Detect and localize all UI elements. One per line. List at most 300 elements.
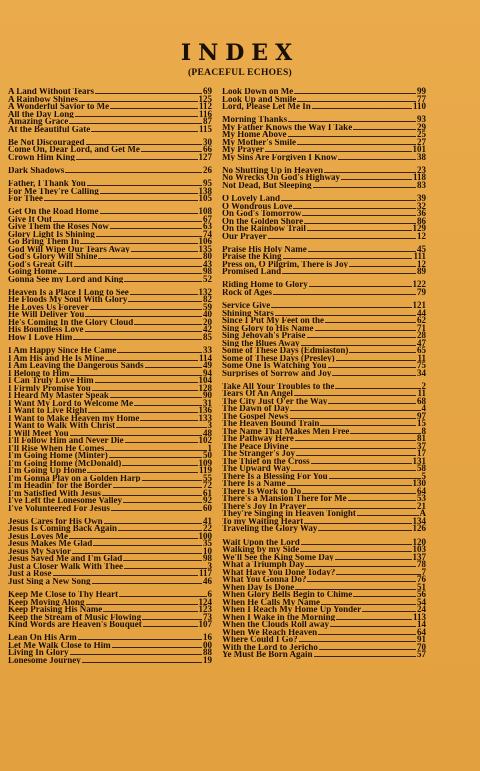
index-entry <box>222 525 426 533</box>
page-number: 48 <box>203 427 212 438</box>
index-entry <box>222 362 426 370</box>
song-title: No Wrecks On God's Highway <box>222 174 341 182</box>
dot-leader <box>297 140 416 145</box>
song-title: I Will Meet You <box>8 429 69 438</box>
page-number: 79 <box>417 286 426 297</box>
page-number: 108 <box>198 206 212 217</box>
index-entry <box>8 286 212 297</box>
song-title: I Heard My Master Speak <box>8 392 109 400</box>
song-title: Since I Put My Feet on the <box>222 317 324 325</box>
dot-leader <box>349 348 416 353</box>
page-number: 127 <box>198 151 212 162</box>
song-title: On God's Tomorrow <box>222 210 302 218</box>
index-entry <box>222 352 426 363</box>
index-letter-group <box>8 591 212 629</box>
page-number: 87 <box>203 116 212 126</box>
song-title: Just a Rose <box>8 570 52 578</box>
page-number: 2 <box>421 380 426 391</box>
index-entry <box>8 88 212 96</box>
dot-leader <box>281 196 416 201</box>
index-entry <box>222 200 426 211</box>
dot-leader <box>92 386 198 391</box>
page-number: 39 <box>417 193 426 204</box>
index-entry <box>8 457 212 468</box>
song-title: When He Calls My Name <box>222 598 320 606</box>
index-entry <box>222 390 426 398</box>
index-entry <box>222 596 426 607</box>
song-title: With the Lord to Jericho <box>222 643 318 651</box>
song-title: Going Home <box>8 268 57 276</box>
song-title: There Is Work to Do <box>222 487 302 496</box>
index-entry <box>8 437 212 445</box>
song-title: Get On the Road Home <box>8 208 99 216</box>
dot-leader <box>288 117 416 122</box>
dot-leader <box>113 483 202 488</box>
dot-leader <box>100 189 198 194</box>
page-number: 65 <box>417 345 426 356</box>
dot-leader <box>92 579 202 584</box>
page-number: 3 <box>207 420 212 431</box>
page-number: 137 <box>412 551 426 562</box>
song-title: God's Great Gift <box>8 260 73 269</box>
dot-leader <box>312 104 412 109</box>
page-number: 40 <box>203 309 212 320</box>
song-title: The Name That Makes Men Free <box>222 427 350 436</box>
dot-leader <box>130 290 198 295</box>
dot-leader <box>309 282 412 287</box>
dot-leader <box>319 645 416 650</box>
page-number: 63 <box>203 221 212 232</box>
dot-leader <box>109 453 202 458</box>
page-number: 26 <box>203 164 212 175</box>
dot-leader <box>117 348 202 353</box>
page-number: 11 <box>417 352 426 363</box>
dot-leader <box>290 406 420 411</box>
index-letter-group <box>8 347 212 512</box>
index-entry <box>8 570 212 578</box>
page-number: 106 <box>198 236 212 247</box>
index-entry <box>8 382 212 393</box>
index-column-left <box>8 88 212 670</box>
index-entry <box>222 88 426 96</box>
dot-leader <box>122 461 197 466</box>
page-subtitle: (PEACEFUL ECHOES) <box>187 68 293 78</box>
song-title: The Stranger's Joy <box>222 450 295 458</box>
index-entry <box>222 230 426 241</box>
index-entry <box>222 561 426 569</box>
song-title: I Want to Make Heaven my Home <box>8 414 140 423</box>
dot-leader <box>53 217 202 222</box>
song-title: Jesus Makes Me Glad <box>8 540 93 548</box>
song-title: I Want to Live Right <box>8 407 88 415</box>
song-title: All the Day Long <box>8 110 74 118</box>
song-title: When Day Is Done <box>222 583 295 591</box>
index-letter-group <box>222 536 426 659</box>
page-number: 47 <box>417 337 426 348</box>
page-number: 78 <box>417 559 426 569</box>
page-number: 90 <box>203 390 212 401</box>
page-number: 110 <box>412 101 426 111</box>
index-entry <box>222 651 426 659</box>
song-title: Gonna See my Lord and King <box>8 275 124 284</box>
index-entry <box>8 377 212 385</box>
dot-leader <box>320 421 416 426</box>
song-title: The Peace Divine <box>222 442 289 451</box>
song-title: I Want to Walk With Christ <box>8 422 116 430</box>
index-entry <box>8 596 212 607</box>
index-entry <box>222 566 426 577</box>
page-number: 112 <box>198 101 212 111</box>
page-title: INDEX <box>180 40 300 66</box>
index-entry <box>222 93 426 104</box>
page-number: 95 <box>203 178 212 189</box>
index-letter-group <box>222 195 426 240</box>
page-number: 85 <box>203 331 212 342</box>
page-number: 121 <box>412 300 426 311</box>
song-title: Jesus Cares for His Own <box>8 517 103 526</box>
song-title: The City Just O'er the Way <box>222 397 328 406</box>
index-entry <box>8 639 212 650</box>
dot-leader <box>95 89 202 94</box>
dot-leader <box>294 89 416 94</box>
song-title: Dark Shadows <box>8 166 65 175</box>
dot-leader <box>293 204 416 209</box>
dot-leader <box>110 104 198 109</box>
page-number: 11 <box>417 388 426 399</box>
index-letter-group <box>8 515 212 586</box>
song-title: My Mother's Smile <box>222 138 296 147</box>
page-number: 131 <box>412 455 426 466</box>
dot-leader <box>125 438 198 443</box>
index-entry <box>8 108 212 119</box>
song-title: Morning Thanks <box>222 116 288 124</box>
page-number: 36 <box>417 208 426 219</box>
index-entry <box>8 243 212 254</box>
index-entry <box>222 307 426 318</box>
index-entry <box>222 465 426 473</box>
dot-leader <box>53 571 198 576</box>
index-letter-group <box>8 180 212 203</box>
dot-leader <box>328 363 416 368</box>
page-number: 115 <box>198 123 212 134</box>
dot-leader <box>140 416 197 421</box>
song-title: The Gospel News <box>222 412 289 421</box>
dot-leader <box>295 436 416 441</box>
index-entry <box>222 151 426 162</box>
dot-leader <box>103 607 197 612</box>
song-title: Just a Closer Walk With Thee <box>8 562 123 571</box>
page-number: 135 <box>198 243 212 254</box>
page-number: 75 <box>417 360 426 371</box>
dot-leader <box>143 622 198 627</box>
index-entry <box>8 540 212 548</box>
dot-leader <box>318 630 416 635</box>
dot-leader <box>273 290 416 295</box>
dot-leader <box>79 97 197 102</box>
index-entry <box>8 407 212 415</box>
song-title: To my Waiting Heart <box>222 517 304 526</box>
song-title: I Belong to Him <box>8 369 70 378</box>
page-number: 10 <box>203 545 212 556</box>
song-title: Keep Me Close to Thy Heart <box>8 591 119 599</box>
index-letter-group <box>222 380 426 534</box>
dot-leader <box>88 408 197 413</box>
dot-leader <box>336 570 420 575</box>
page-number: 33 <box>203 345 212 356</box>
index-entry <box>222 641 426 652</box>
index-entry <box>222 485 426 496</box>
index-entry <box>8 502 212 513</box>
song-title: There's Joy In Prayer <box>222 502 307 511</box>
song-title: He Will Deliver You <box>8 311 85 319</box>
page-number: 89 <box>417 266 426 277</box>
song-title: Some One Is Watching You <box>222 362 327 370</box>
dot-leader <box>301 540 412 545</box>
dot-leader <box>75 112 198 117</box>
page-number: 41 <box>203 515 212 526</box>
song-title: Praise the King <box>222 253 282 261</box>
song-title: My Sins Are Forgiven I Know <box>222 153 338 162</box>
dot-leader <box>70 650 202 655</box>
index-entry <box>222 136 426 147</box>
index-entry <box>222 268 426 276</box>
index-entry <box>8 151 212 162</box>
index-letter-group <box>222 116 426 161</box>
index-letter-group <box>8 164 212 175</box>
song-title: Some of These Days (Presley) <box>222 354 335 363</box>
dot-leader <box>288 132 417 137</box>
song-title: I Am Leaving the Dangerous Sands <box>8 362 144 370</box>
song-title: When We Reach Heaven <box>222 628 318 636</box>
song-title: Jesus Is Coming Back Again <box>8 525 118 533</box>
index-entry <box>8 195 212 203</box>
dot-leader <box>73 335 202 340</box>
dot-leader <box>265 147 412 152</box>
index-entry <box>8 482 212 490</box>
song-title: Ye Must Be Born Again <box>222 651 313 659</box>
dot-leader <box>102 491 202 496</box>
dot-leader <box>86 140 203 145</box>
index-entry <box>222 551 426 562</box>
dot-leader <box>307 333 416 338</box>
index-entry <box>222 435 426 443</box>
song-title: Jesus My Savior <box>8 547 71 556</box>
dot-leader <box>91 127 198 132</box>
page-number: 53 <box>417 493 426 504</box>
index-entry <box>8 238 212 246</box>
index-entry <box>222 425 426 436</box>
song-title: I'll Follow Him and Never Die <box>8 437 124 445</box>
song-title: I'm Going Up Home <box>8 467 87 475</box>
index-entry <box>222 103 426 111</box>
song-title: God's Glory Will Shine <box>8 253 98 261</box>
song-title: Surprises of Sorrow and Joy <box>222 369 332 378</box>
dot-leader <box>58 269 202 274</box>
song-title: A Rainbow Shines <box>8 95 79 103</box>
dot-leader <box>348 496 416 501</box>
page-number: 20 <box>203 316 212 327</box>
index-entry <box>8 180 212 188</box>
dot-leader <box>328 399 416 404</box>
song-title: When I Reach My Home Up Yonder <box>222 606 362 614</box>
dot-leader <box>105 356 198 361</box>
dot-leader <box>353 592 416 597</box>
dot-leader <box>338 155 416 160</box>
index-entry <box>8 253 212 261</box>
page-number: 15 <box>417 418 426 429</box>
dot-leader <box>76 155 198 160</box>
song-title: Amazing Grace <box>8 118 69 126</box>
song-title: Let Me Walk Close to Him <box>8 641 111 650</box>
song-title: Where Could I Go? <box>222 636 298 644</box>
page-number: 7 <box>421 566 426 577</box>
dot-leader <box>104 519 202 524</box>
page-number: 92 <box>203 495 212 506</box>
song-title: Sing Glory to His Name <box>222 324 314 333</box>
dot-leader <box>313 183 416 188</box>
index-entry <box>222 455 426 466</box>
dot-leader <box>350 429 420 434</box>
dot-leader <box>353 125 416 130</box>
page-number: 99 <box>417 86 426 96</box>
dot-leader <box>85 312 202 317</box>
song-title: Lean On His Arm <box>8 634 77 642</box>
song-title: What You Gonna Do? <box>222 576 307 584</box>
song-title: When the Clouds Roll away <box>222 621 330 629</box>
index-entry <box>222 337 426 348</box>
dot-leader <box>90 305 202 310</box>
index-entry <box>8 185 212 196</box>
page-number: 117 <box>198 568 212 579</box>
index-entry <box>8 392 212 400</box>
page-number: A <box>419 508 426 519</box>
index-entry <box>222 116 426 124</box>
index-letter-group <box>8 88 212 133</box>
song-title: He Loves Us Forever <box>8 303 89 312</box>
page-number: 80 <box>203 251 212 262</box>
index-entry <box>222 146 426 154</box>
song-title: My Father Knows the Way I Take <box>222 123 353 132</box>
page-number: 49 <box>203 360 212 371</box>
song-title: I'm Satisfied With Jesus <box>8 489 101 498</box>
index-entry <box>8 649 212 657</box>
page-number: 64 <box>417 485 426 496</box>
page-number: 123 <box>198 604 212 614</box>
song-title: No Shutting Up in Heaven <box>222 166 324 175</box>
index-entry <box>222 225 426 233</box>
dot-leader <box>110 393 202 398</box>
dot-leader <box>70 371 202 376</box>
page-number: 52 <box>203 273 212 284</box>
song-title: Crown Him King <box>8 153 75 162</box>
dot-leader <box>332 371 416 376</box>
page-number: 130 <box>412 478 426 489</box>
song-title: Look Down on Me <box>222 88 294 96</box>
song-title: There Is a Name <box>222 480 286 488</box>
index-entry <box>222 546 426 554</box>
song-title: Rock of Ages <box>222 288 272 297</box>
page-number: 113 <box>412 611 426 622</box>
dot-leader <box>134 320 202 325</box>
dot-leader <box>124 564 207 569</box>
page-number: 74 <box>203 228 212 239</box>
song-title: I'm Gonna Play on a Golden Harp <box>8 474 141 483</box>
index-entry <box>8 560 212 571</box>
song-title: What Have You Done Today? <box>222 568 336 576</box>
index-entry <box>8 497 212 505</box>
page-number: 97 <box>417 410 426 421</box>
page-number: 72 <box>203 480 212 491</box>
dot-leader <box>145 363 202 368</box>
index-letter-group <box>8 208 212 283</box>
song-title: Shining Stars <box>222 309 274 318</box>
page-number: 86 <box>417 215 426 226</box>
page-number: 124 <box>198 596 212 607</box>
page-number: 105 <box>198 193 212 204</box>
dot-leader <box>105 446 206 451</box>
dot-leader <box>95 378 198 383</box>
dot-leader <box>295 585 416 590</box>
index-entry <box>8 164 212 175</box>
index-entry <box>222 179 426 190</box>
song-title: I'm Going Home (Minter) <box>8 452 108 460</box>
page-number: 82 <box>203 294 212 305</box>
page-number: 5 <box>421 470 426 481</box>
song-title: Take All Your Troubles to the <box>222 382 335 391</box>
song-title: He's Coming In the Glory Cloud <box>8 318 134 327</box>
index-letter-group <box>8 286 212 342</box>
dot-leader <box>297 97 416 102</box>
index-letter-group <box>222 164 426 190</box>
page-number: 62 <box>417 315 426 326</box>
page-number: 125 <box>198 93 212 104</box>
page-number: 98 <box>203 553 212 564</box>
dot-leader <box>290 444 417 449</box>
dot-leader <box>330 622 416 627</box>
index-entry <box>8 654 212 665</box>
dot-leader <box>124 277 202 282</box>
page-number: 101 <box>412 144 426 155</box>
song-title: I've Volunteered For Jesus <box>8 504 110 513</box>
index-entry <box>8 530 212 541</box>
song-title: They're Singing in Heaven Tonight <box>222 510 356 518</box>
index-entry <box>222 510 426 518</box>
index-entry <box>222 215 426 226</box>
song-title: Not Dead, But Sleeping <box>222 181 312 190</box>
song-title: Give It Out <box>8 215 52 224</box>
song-title: Living In Glory <box>8 649 69 657</box>
index-entry <box>222 253 426 261</box>
song-title: Keep Moving Along <box>8 598 85 606</box>
page-number: 88 <box>203 647 212 658</box>
page-number: 118 <box>412 172 426 183</box>
page-number: 94 <box>203 367 212 378</box>
index-entry <box>222 500 426 511</box>
index-entry <box>8 442 212 453</box>
index-entry <box>8 223 212 231</box>
song-title: The Thief on the Cross <box>222 457 310 466</box>
dot-leader <box>72 549 202 554</box>
song-title: There Is a Blessing For You <box>222 472 328 481</box>
page-number: 132 <box>198 286 212 297</box>
dot-leader <box>111 506 202 511</box>
index-entry <box>8 352 212 363</box>
dot-leader <box>112 643 202 648</box>
page-number: 126 <box>412 523 426 534</box>
dot-leader <box>290 414 416 419</box>
page-number: 45 <box>417 243 426 254</box>
index-entry <box>222 243 426 254</box>
